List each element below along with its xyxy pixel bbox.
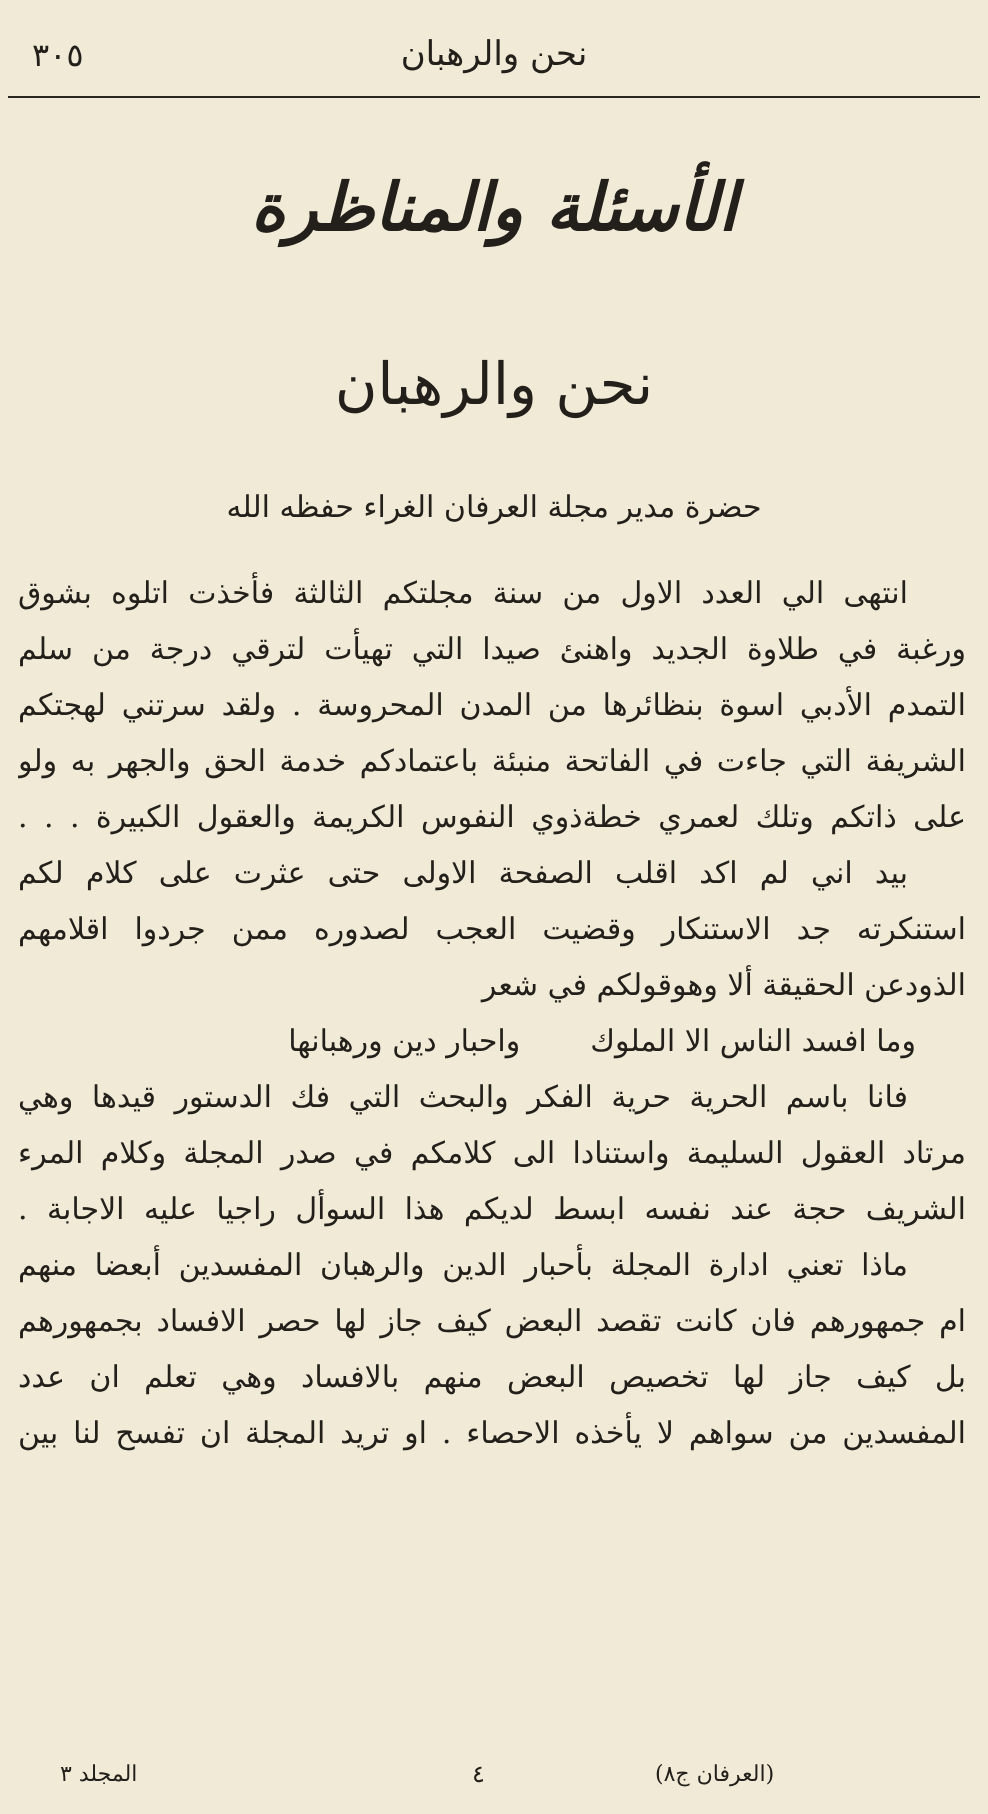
body-line: التمدم الأدبي اسوة بنظائرها من المدن المحروسة . ولقد سرتني لهجتكم: [18, 688, 966, 723]
address-line: حضرة مدير مجلة العرفان الغراء حفظه الله: [226, 490, 762, 525]
body-line: ام جمهورهم فان كانت تقصد البعض كيف جاز لها حصر الافساد بجمهورهم: [18, 1304, 966, 1339]
body-line: انتهى الي العدد الاول من سنة مجلتكم الثالثة فأخذت اتلوه بشوق: [18, 576, 908, 611]
footer-journal-issue: (العرفان ج٨): [655, 1762, 775, 1787]
article-title: نحن والرهبان: [334, 350, 654, 418]
running-head: [0, 30, 988, 80]
article-body: [18, 566, 966, 1462]
body-line: الشريفة التي جاءت في الفاتحة منبئة باعتمادكم خدمة الحق والجهر به ولو: [18, 744, 966, 779]
footer-volume: المجلد ٣: [60, 1762, 138, 1787]
body-line: بيد اني لم اكد اقلب الصفحة الاولى حتى عثرت على كلام لكم: [18, 856, 908, 891]
section-heading: الأسئلة والمناظرة: [250, 168, 737, 246]
body-line: الذودعن الحقيقة ألا وهوقولكم في شعر: [481, 968, 966, 1003]
running-title: نحن والرهبان: [400, 34, 588, 74]
footer-signature-mark: ٤: [472, 1760, 485, 1788]
header-rule: [8, 96, 980, 98]
body-line: المفسدين من سواهم لا يأخذه الاحصاء . او تريد المجلة ان تفسح لنا بين: [18, 1416, 966, 1451]
body-line: ورغبة في طلاوة الجديد واهنئ صيدا التي تهيأت لترقي درجة من سلم: [18, 632, 966, 667]
body-line: فانا باسم الحرية حرية الفكر والبحث التي فك الدستور قيدها وهي: [18, 1080, 908, 1115]
body-line: على ذاتكم وتلك لعمري خطةذوي النفوس الكريمة والعقول الكبيرة . . .: [18, 800, 966, 835]
poetry-verse: [18, 1014, 966, 1070]
body-line: استنكرته جد الاستنكار وقضيت العجب لصدوره ممن جردوا اقلامهم: [18, 912, 966, 947]
page-footer: [0, 1758, 988, 1798]
page-number: ٣٠٥: [32, 36, 84, 74]
verse-first-hemistich: وما افسد الناس الا الملوك: [590, 1024, 916, 1059]
body-line: مرتاد العقول السليمة واستنادا الى كلامكم في صدر المجلة وكلام المرء: [18, 1136, 966, 1171]
verse-second-hemistich: واحبار دين ورهبانها: [288, 1024, 521, 1059]
body-line: الشريف حجة عند نفسه ابسط لديكم هذا السوأل راجيا عليه الاجابة .: [18, 1192, 966, 1227]
body-line: ماذا تعني ادارة المجلة بأحبار الدين والرهبان المفسدين أبعضا منهم: [18, 1248, 908, 1283]
body-line: بل كيف جاز لها تخصيص البعض منهم بالافساد وهي تعلم ان عدد: [18, 1360, 966, 1395]
